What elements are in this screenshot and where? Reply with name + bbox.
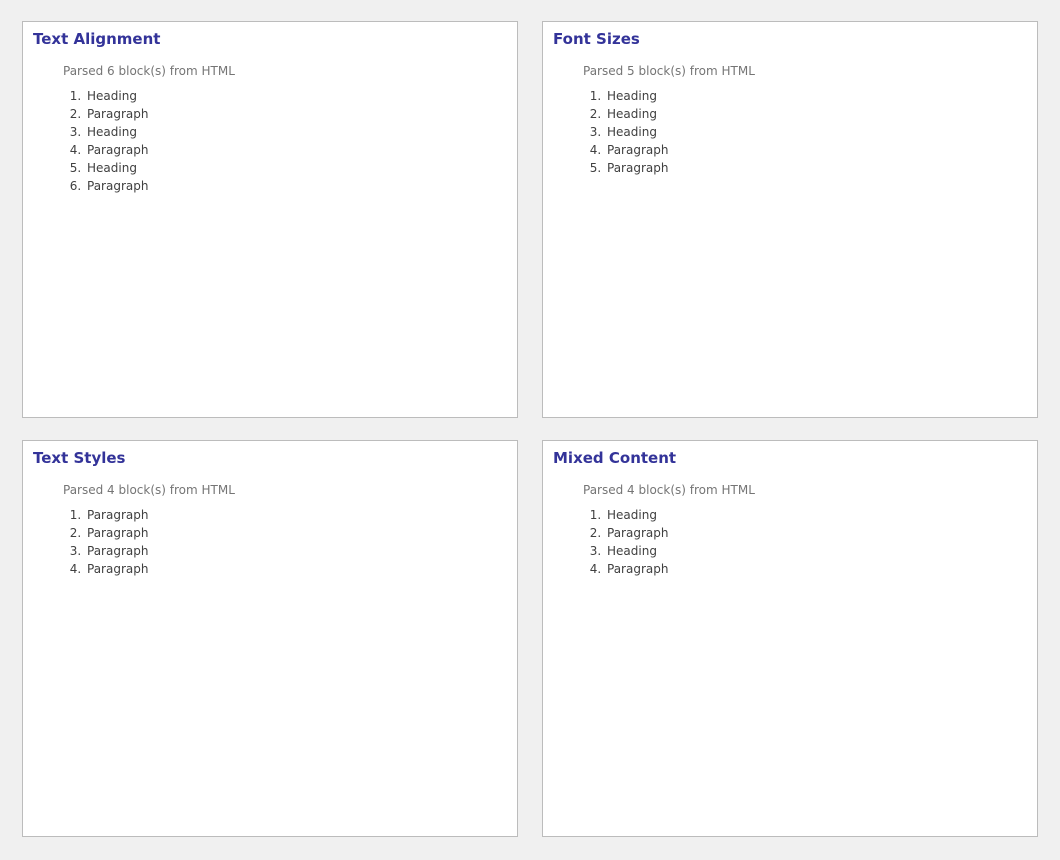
list-item: 2. Heading [605, 105, 1027, 123]
block-list [553, 87, 1027, 177]
block-list [33, 506, 507, 578]
list-item: 1. Paragraph [85, 506, 507, 524]
panel-font-sizes [542, 21, 1038, 418]
panel-text-styles [22, 440, 518, 837]
list-item: 6. Paragraph [85, 177, 507, 195]
panel-title: Text Alignment [33, 30, 161, 48]
list-item: 5. Heading [85, 159, 507, 177]
list-item: 2. Paragraph [85, 524, 507, 542]
list-item: 4. Paragraph [605, 141, 1027, 159]
list-item: 1. Heading [605, 506, 1027, 524]
list-item: 1. Heading [85, 87, 507, 105]
list-item: 5. Paragraph [605, 159, 1027, 177]
parsed-status: Parsed 6 block(s) from HTML [63, 64, 235, 78]
parsed-status: Parsed 4 block(s) from HTML [63, 483, 235, 497]
parsed-status: Parsed 5 block(s) from HTML [583, 64, 755, 78]
panel-mixed-content [542, 440, 1038, 837]
list-item: 3. Heading [85, 123, 507, 141]
parsed-status: Parsed 4 block(s) from HTML [583, 483, 755, 497]
panel-title: Text Styles [33, 449, 126, 467]
list-item: 3. Heading [605, 123, 1027, 141]
list-item: 4. Paragraph [85, 560, 507, 578]
panel-title: Mixed Content [553, 449, 677, 467]
list-item: 4. Paragraph [605, 560, 1027, 578]
block-list [553, 506, 1027, 578]
list-item: 3. Paragraph [85, 542, 507, 560]
list-item: 3. Heading [605, 542, 1027, 560]
list-item: 4. Paragraph [85, 141, 507, 159]
panel-text-alignment [22, 21, 518, 418]
list-item: 2. Paragraph [85, 105, 507, 123]
list-item: 2. Paragraph [605, 524, 1027, 542]
list-item: 1. Heading [605, 87, 1027, 105]
panel-title: Font Sizes [553, 30, 640, 48]
block-list [33, 87, 507, 195]
